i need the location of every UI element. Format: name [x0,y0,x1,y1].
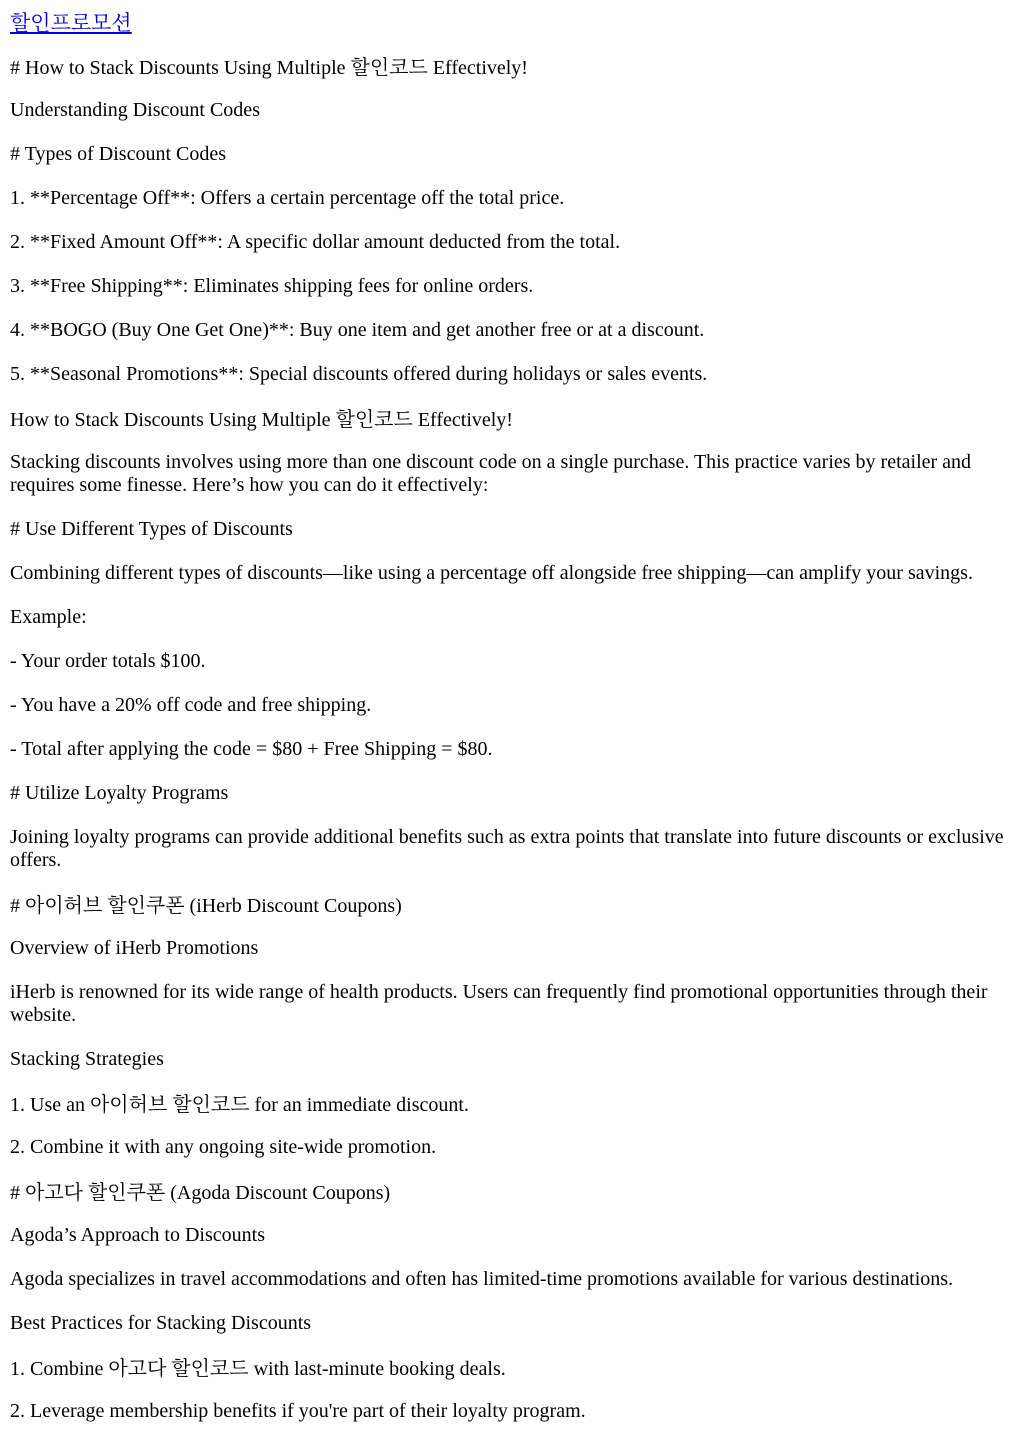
list-item: 2. **Fixed Amount Off**: A specific dollar amount deducted from the total. [10,231,621,253]
subsection-heading: # 아이허브 할인쿠폰 (iHerb Discount Coupons) [10,895,402,917]
subsection-heading: # 아고다 할인쿠폰 (Agoda Discount Coupons) [10,1182,391,1204]
list-item: - Total after applying the code = $80 + Free Shipping = $80. [10,738,493,760]
list-item: 4. **BOGO (Buy One Get One)**: Buy one item and get another free or at a discount. [10,319,705,341]
body-paragraph: Stacking discounts involves using more than one discount code on a single purchase. This practice varies by retailer and requires some finesse. Here’s how you can do it effectively: [10,451,972,496]
list-item: 2. Combine it with any ongoing site-wide promotion. [10,1136,437,1158]
example-label: Example: [10,606,87,628]
list-item: - You have a 20% off code and free shipping. [10,694,372,716]
body-paragraph: Joining loyalty programs can provide additional benefits such as extra points that translate into future discounts or exclusive offers. [10,826,1004,871]
section-heading: Understanding Discount Codes [10,99,260,121]
section-heading: How to Stack Discounts Using Multiple 할인코드 Effectively! [10,409,513,431]
subsection-heading: # Use Different Types of Discounts [10,518,293,540]
promotion-link[interactable]: 할인프로모션 [10,11,132,35]
subsection-heading: # Types of Discount Codes [10,143,226,165]
section-heading: Stacking Strategies [10,1048,164,1070]
list-item: 1. **Percentage Off**: Offers a certain percentage off the total price. [10,187,565,209]
subsection-heading: # Utilize Loyalty Programs [10,782,229,804]
body-paragraph: Agoda specializes in travel accommodations and often has limited-time promotions available for various destinations. [10,1268,954,1290]
list-item: 1. Use an 아이허브 할인코드 for an immediate discount. [10,1094,469,1116]
list-item: - Your order totals $100. [10,650,206,672]
body-paragraph: Combining different types of discounts—like using a percentage off alongside free shipping—can amplify your savings. [10,562,973,584]
list-item: 2. Leverage membership benefits if you're part of their loyalty program. [10,1400,586,1422]
list-item: 3. **Free Shipping**: Eliminates shipping fees for online orders. [10,275,534,297]
section-heading: Best Practices for Stacking Discounts [10,1312,312,1334]
section-heading: Overview of iHerb Promotions [10,937,259,959]
body-paragraph: iHerb is renowned for its wide range of health products. Users can frequently find promotional opportunities through their website. [10,981,988,1026]
list-item: 5. **Seasonal Promotions**: Special discounts offered during holidays or sales events. [10,363,708,385]
section-heading: Agoda’s Approach to Discounts [10,1224,265,1246]
article-heading: # How to Stack Discounts Using Multiple 할인코드 Effectively! [10,57,528,79]
list-item: 1. Combine 아고다 할인코드 with last-minute booking deals. [10,1358,506,1380]
